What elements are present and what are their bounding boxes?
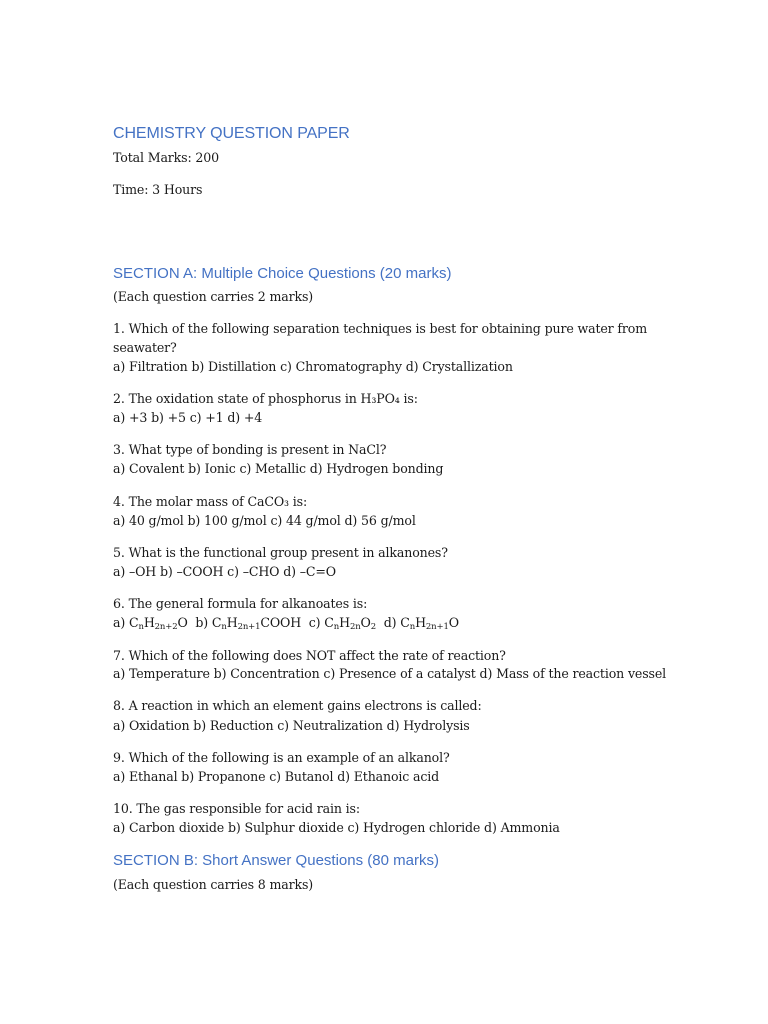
question-6-text: 6. The general formula for alkanoates is: [113, 596, 368, 611]
question-5-options: a) –OH b) –COOH c) –CHO d) –C=O [113, 564, 336, 579]
question-9-options: a) Ethanal b) Propanone c) Butanol d) Ethanoic acid [113, 769, 440, 784]
question-1-text: 1. Which of the following separation techniques is best for obtaining pure water from [113, 321, 648, 336]
question-10-text: 10. The gas responsible for acid rain is: [113, 801, 360, 816]
question-6-options: a) $C_nH_{2n+2}O$ b) $C_nH_{2n+1}COOH$ c) $C_nH_{2n}O_2$ d) $C_nH_{2n+1}O$ [113, 615, 459, 632]
question-1-text-continued: seawater? [113, 340, 177, 355]
section-b-heading: SECTION B: Short Answer Questions (80 marks) [113, 852, 439, 869]
question-9-text: 9. Which of the following is an example of an alkanol? [113, 750, 450, 765]
question-8-text: 8. A reaction in which an element gains electrons is called: [113, 698, 482, 713]
section-a-note: (Each question carries 2 marks) [113, 289, 314, 304]
question-10-options: a) Carbon dioxide b) Sulphur dioxide c) Hydrogen chloride d) Ammonia [113, 820, 560, 835]
question-4-text: 4. The molar mass of CaCO₃ is: [113, 494, 308, 509]
question-4-options: a) 40 g/mol b) 100 g/mol c) 44 g/mol d) 56 g/mol [113, 513, 416, 528]
question-8-options: a) Oxidation b) Reduction c) Neutralization d) Hydrolysis [113, 718, 470, 733]
section-b-note: (Each question carries 8 marks) [113, 877, 314, 892]
question-5-text: 5. What is the functional group present in alkanones? [113, 545, 448, 560]
question-3-text: 3. What type of bonding is present in NaCl? [113, 442, 387, 457]
page-title: CHEMISTRY QUESTION PAPER [113, 125, 350, 142]
question-2-options: a) +3 b) +5 c) +1 d) +4 [113, 410, 263, 425]
question-7-text: 7. Which of the following does NOT affect the rate of reaction? [113, 648, 506, 663]
question-1-options: a) Filtration b) Distillation c) Chromatography d) Crystallization [113, 359, 513, 374]
section-a-heading: SECTION A: Multiple Choice Questions (20 marks) [113, 265, 452, 282]
time-allowed: Time: 3 Hours [113, 182, 203, 197]
total-marks: Total Marks: 200 [113, 150, 220, 165]
question-2-text: 2. The oxidation state of phosphorus in H₃PO₄ is: [113, 391, 418, 406]
question-7-options: a) Temperature b) Concentration c) Presence of a catalyst d) Mass of the reaction vessel [113, 666, 667, 681]
question-3-options: a) Covalent b) Ionic c) Metallic d) Hydrogen bonding [113, 461, 444, 476]
